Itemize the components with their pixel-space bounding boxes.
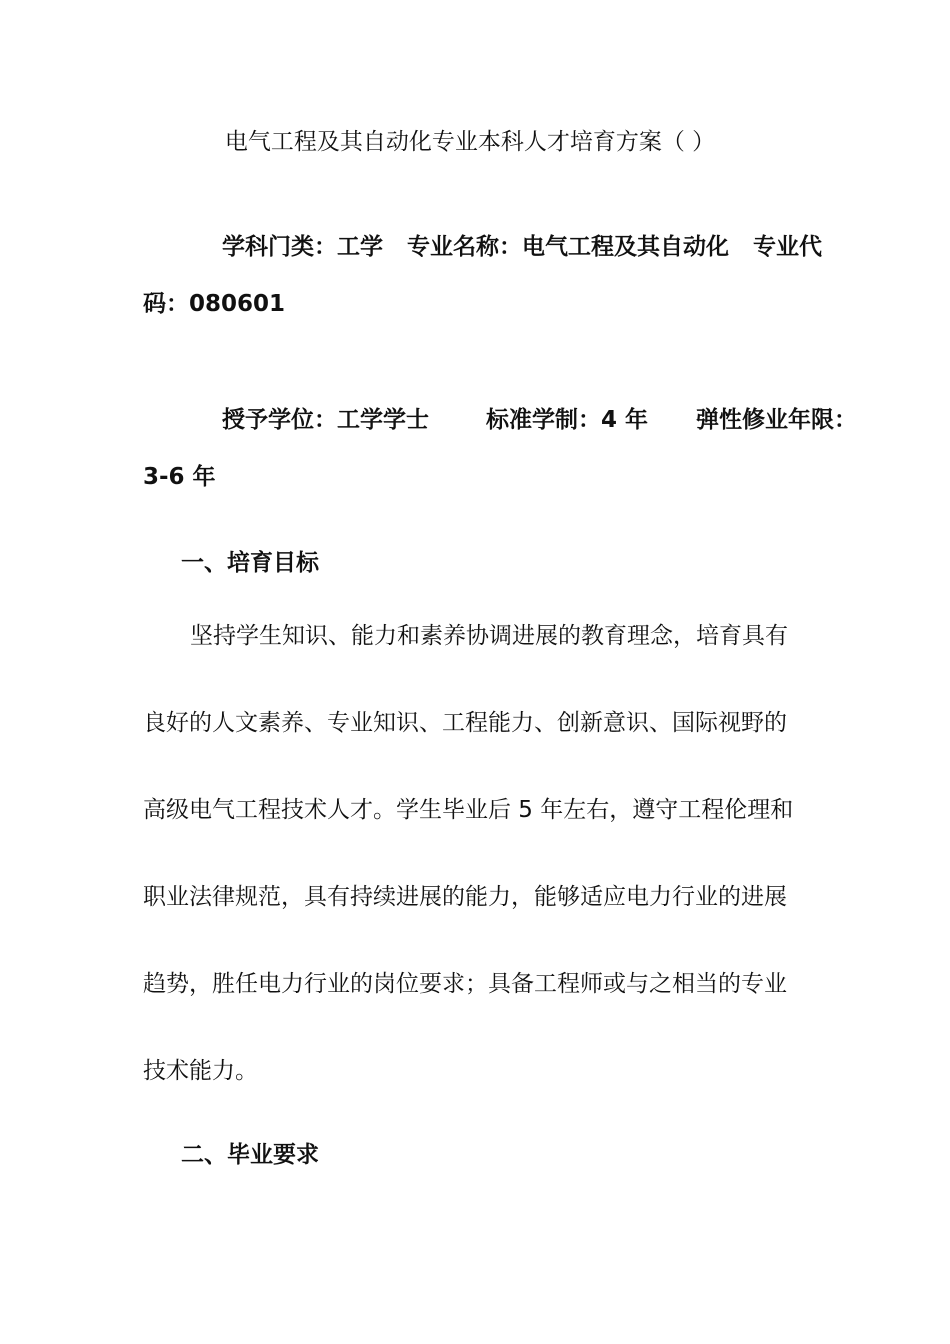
major-name-field: 专业名称：电气工程及其自动化: [407, 234, 730, 260]
discipline-field: 学科门类：工学: [222, 234, 384, 260]
goals-paragraph-line: 职业法律规范，具有持续进展的能力，能够适应电力行业的进展: [143, 884, 787, 910]
flex-years-value: 3-6 年: [143, 464, 216, 490]
section-heading-requirements: 二、毕业要求: [181, 1142, 319, 1168]
flex-years-label: 弹性修业年限：: [696, 407, 858, 433]
info-line-3: [190, 375, 857, 465]
info-line-1: [190, 202, 822, 292]
goals-paragraph-line: 良好的人文素养、专业知识、工程能力、创新意识、国际视野的: [143, 710, 787, 736]
major-code-label: 专业代: [753, 234, 823, 260]
goals-paragraph-line: 坚持学生知识、能力和素养协调进展的教育理念，培育具有: [190, 623, 788, 649]
goals-paragraph-line: 高级电气工程技术人才。学生毕业后 5 年左右，遵守工程伦理和: [143, 797, 794, 823]
degree-field: 授予学位：工学学士: [222, 407, 430, 433]
goals-paragraph-line: 趋势，胜任电力行业的岗位要求；具备工程师或与之相当的专业: [143, 971, 787, 997]
section-heading-goals: 一、培育目标: [181, 550, 319, 576]
duration-field: 标准学制：4 年: [486, 407, 649, 433]
document-title: 电气工程及其自动化专业本科人才培育方案（ ）: [224, 129, 716, 155]
major-code-value: 码：080601: [143, 291, 286, 317]
goals-paragraph-line: 技术能力。: [143, 1058, 258, 1084]
